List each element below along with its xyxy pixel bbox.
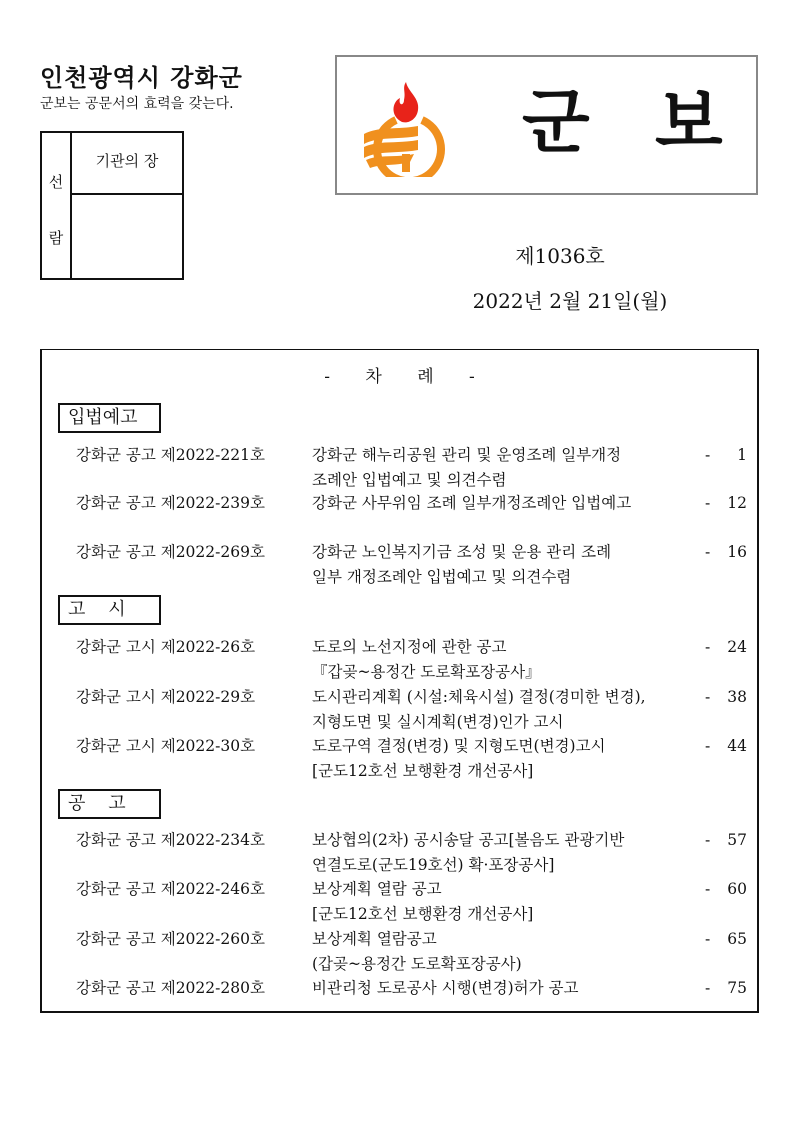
table-of-contents: - 차 례 - 입법예고 강화군 공고 제2022-221호 강화군 해누리공원 관리 및 운영조례 일부개정 조례안 입법예고 및 의견수렴 - 1 강화군 공고 제2022-239호 강화군 사무위임 조례 일부개정조례안 입법예고 - 12 강화군 공고 제2022-269호 강화군 노인복지기금 조성 및 운용 관리 조례 일부 개정조례안 입법예고 및 의견수렴 - 16 고 시 강화군 고시 제2022-26호 도로의 노선지정에 관한 공고 『갑곶~용정간 도로확포장공사』 - 24 강화군 고시 제2022-29호 도시관리계획 (시설:체육시설) 결정(경미한 변경), 지형도면 및 실시계획(변경)인가 고시 - 38 강화군 고시 제2022-30호 도로구역 결정(변경) 및 지형도면(변경)고시 [군도12호선 보행환경 개선공사] - 44 공 고 강화군 공고 제2022-234호 보상협의(2차) 공시송달 공고[볼음도 관광기반 연결도로(군도19호선) 확·포장공사] - 57 강화군 공고 제2022-246호 보상계획 열람 공고 [군도12호선 보행환경 개선공사] - 60 강화군 공고 제2022-260호 보상계획 열람공고 (갑곶~용정간 도로확포장공사) - 65 강화군 공고 제2022-280호 비관리청 도로공사 시행(변경)허가 공고 - 75 (40, 349, 759, 1013)
entry-number: 강화군 고시 제2022-30호 (76, 737, 256, 755)
county-emblem-icon (362, 82, 452, 177)
masthead-title-char: 보 (655, 81, 723, 163)
entry-number: 강화군 공고 제2022-234호 (76, 831, 265, 849)
entry-page: 16 (727, 543, 747, 561)
issue-number: 제1036호 (515, 244, 605, 268)
entry-description: 강화군 해누리공원 관리 및 운영조례 일부개정 조례안 입법예고 및 의견수렴 (312, 446, 622, 489)
entry-page: 57 (727, 831, 747, 849)
section-label-legislation-notice: 입법예고 (58, 403, 161, 433)
entry-number: 강화군 공고 제2022-269호 (76, 543, 265, 561)
entry-description: 비관리청 도로공사 시행(변경)허가 공고 (312, 979, 579, 997)
masthead-title-char: 군 (522, 81, 590, 163)
entry-page: 24 (727, 638, 747, 656)
entry-number: 강화군 공고 제2022-221호 (76, 446, 265, 464)
section-label-announcement: 공 고 (58, 789, 161, 819)
review-head-cell: 기관의 장 (72, 133, 182, 195)
entry-description: 도로의 노선지정에 관한 공고 『갑곶~용정간 도로확포장공사』 (312, 638, 541, 681)
review-side-label (42, 133, 72, 278)
entry-number: 강화군 공고 제2022-239호 (76, 494, 265, 512)
toc-title: - 차 례 - (324, 367, 475, 387)
entry-page: 65 (727, 930, 747, 948)
section-label-public-notice: 고 시 (58, 595, 161, 625)
entry-number: 강화군 고시 제2022-29호 (76, 688, 256, 706)
organization-name: 인천광역시 강화군 (40, 64, 243, 92)
review-side-char: 선 (48, 173, 64, 191)
entry-description: 보상협의(2차) 공시송달 공고[볼음도 관광기반 연결도로(군도19호선) 확·포장공사] (312, 831, 625, 874)
review-signature-cell (72, 195, 182, 278)
entry-page: 44 (727, 737, 747, 755)
issue-date: 2022년 2월 21일(월) (472, 289, 668, 313)
entry-description: 보상계획 열람 공고 [군도12호선 보행환경 개선공사] (312, 880, 534, 923)
organization-subtitle: 군보는 공문서의 효력을 갖는다. (40, 96, 234, 112)
entry-number: 강화군 공고 제2022-280호 (76, 979, 265, 997)
entry-page: 1 (737, 446, 747, 464)
entry-description: 강화군 노인복지기금 조성 및 운용 관리 조례 일부 개정조례안 입법예고 및 의견수렴 (312, 543, 612, 586)
entry-number: 강화군 공고 제2022-246호 (76, 880, 265, 898)
review-box (40, 131, 184, 280)
entry-description: 강화군 사무위임 조례 일부개정조례안 입법예고 (312, 494, 632, 512)
masthead (335, 55, 758, 195)
entry-page: 75 (727, 979, 747, 997)
entry-number: 강화군 고시 제2022-26호 (76, 638, 256, 656)
entry-page: 38 (727, 688, 747, 706)
entry-number: 강화군 공고 제2022-260호 (76, 930, 265, 948)
entry-description: 도시관리계획 (시설:체육시설) 결정(경미한 변경), 지형도면 및 실시계획(변경)인가 고시 (312, 688, 646, 731)
review-side-char: 람 (48, 229, 64, 247)
entry-description: 보상계획 열람공고 (갑곶~용정간 도로확포장공사) (312, 930, 522, 973)
entry-page: 12 (727, 494, 747, 512)
entry-page: 60 (727, 880, 747, 898)
entry-description: 도로구역 결정(변경) 및 지형도면(변경)고시 [군도12호선 보행환경 개선공사] (312, 737, 606, 780)
